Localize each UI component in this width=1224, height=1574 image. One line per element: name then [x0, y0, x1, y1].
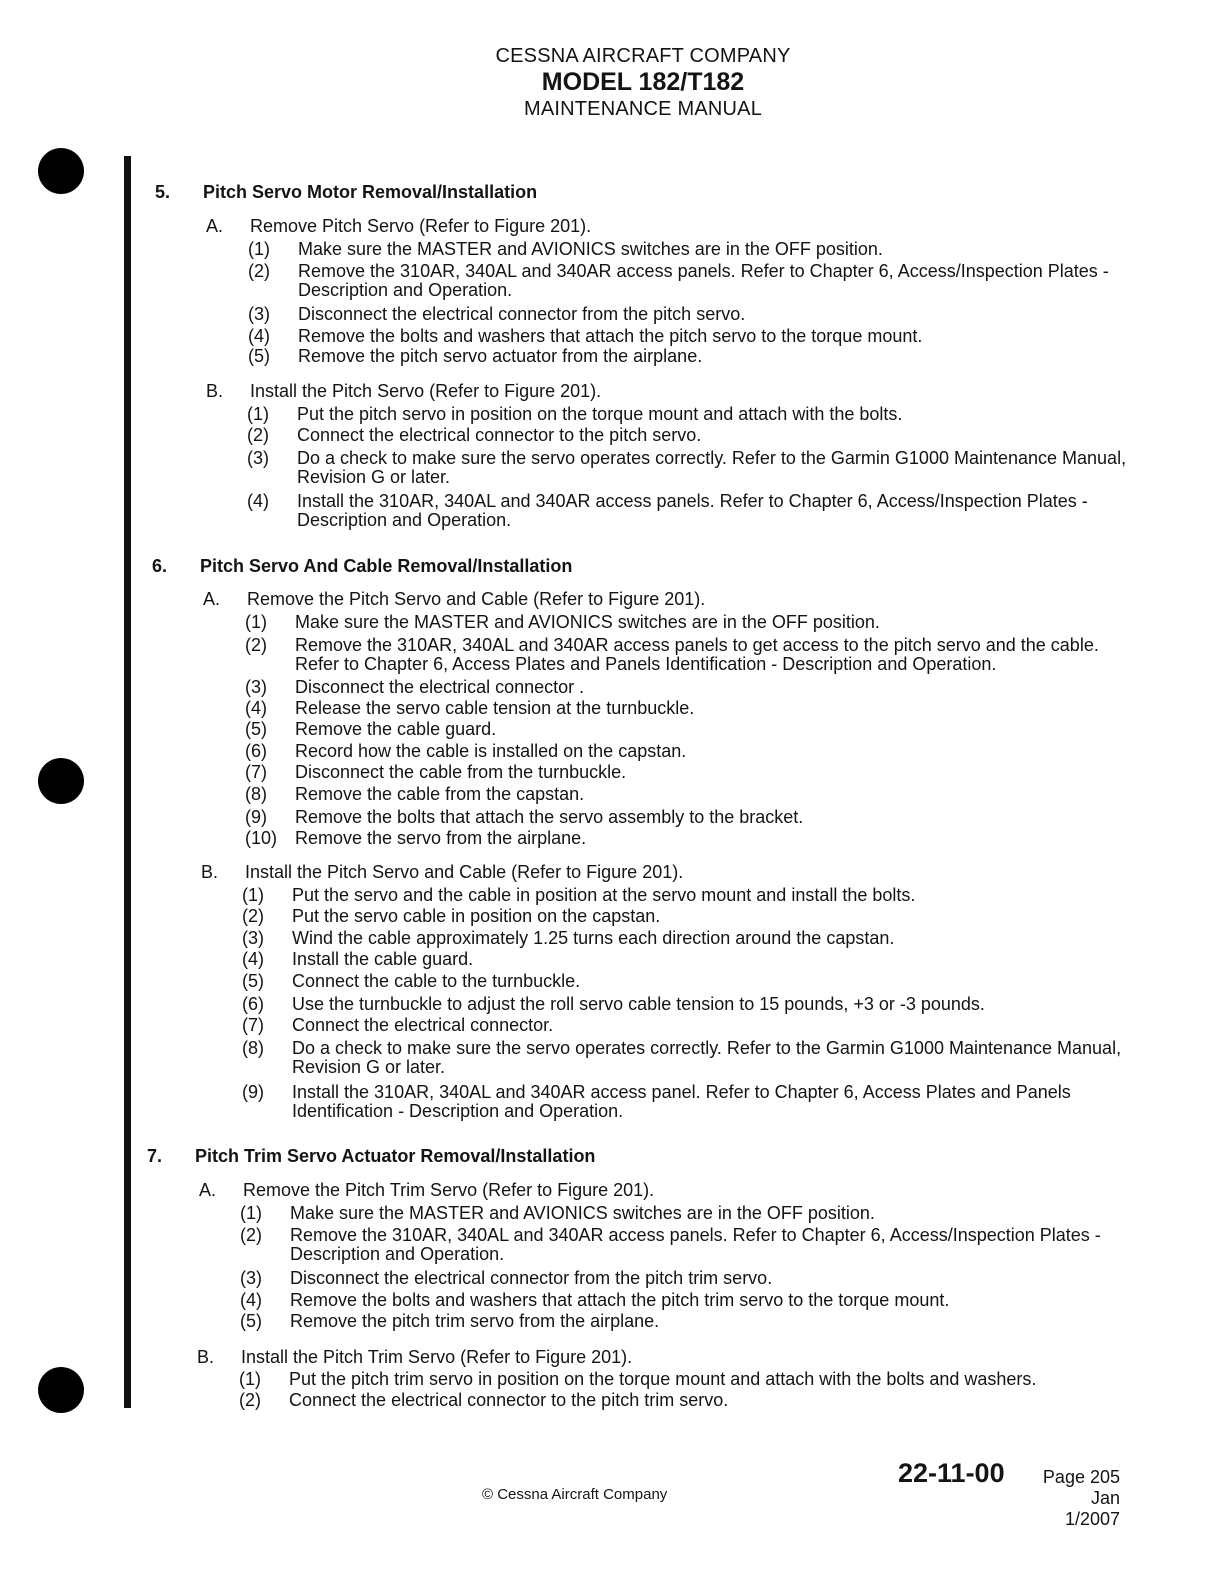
subsection-letter: A.: [199, 1180, 217, 1200]
step-item: [248, 326, 1138, 346]
step-item: [240, 1268, 1130, 1288]
step-text: Disconnect the electrical connector from the pitch servo.: [298, 304, 746, 324]
step-item: [239, 1390, 1134, 1410]
step-item: [245, 635, 1135, 674]
step-item: [242, 1038, 1132, 1077]
step-number: (4): [245, 698, 267, 718]
step-number: (2): [248, 261, 270, 281]
step-text: Release the servo cable tension at the turnbuckle.: [295, 698, 695, 718]
subsection-heading: [203, 589, 706, 609]
section-title: [152, 556, 573, 576]
step-item: [240, 1290, 1130, 1310]
step-number: (8): [245, 784, 267, 804]
step-number: (9): [245, 807, 267, 827]
step-item: [239, 1369, 1134, 1389]
step-number: (1): [245, 612, 267, 632]
step-number: (3): [242, 928, 264, 948]
step-text: Connect the electrical connector.: [292, 1015, 554, 1035]
step-text: Remove the pitch servo actuator from the airplane.: [298, 346, 703, 366]
step-text: Install the cable guard.: [292, 949, 474, 969]
step-number: (4): [248, 326, 270, 346]
step-item: [247, 404, 1137, 424]
model-title: MODEL 182/T182: [541, 68, 745, 96]
step-number: (3): [247, 448, 269, 468]
step-item: [245, 741, 1135, 761]
step-text: Do a check to make sure the servo operates correctly. Refer to the Garmin G1000 Maintenance Manual, Revision G or later.: [297, 448, 1127, 487]
step-number: (1): [240, 1203, 262, 1223]
subsection-heading: [206, 381, 602, 401]
step-item: [245, 828, 1135, 848]
subsection-letter: A.: [203, 589, 221, 609]
step-item: [245, 762, 1135, 782]
step-number: (1): [242, 885, 264, 905]
step-text: Put the pitch trim servo in position on the torque mount and attach with the bolts and washers.: [289, 1369, 1037, 1389]
section-number: 5.: [155, 182, 171, 202]
step-number: (6): [245, 741, 267, 761]
step-text: Remove the pitch trim servo from the airplane.: [290, 1311, 660, 1331]
step-text: Connect the cable to the turnbuckle.: [292, 971, 581, 991]
step-item: [248, 261, 1138, 300]
step-item: [245, 807, 1135, 827]
step-item: [242, 949, 1132, 969]
step-item: [245, 719, 1135, 739]
step-text: Remove the bolts and washers that attach the pitch trim servo to the torque mount.: [290, 1290, 950, 1310]
subsection-text: Remove the Pitch Servo and Cable (Refer to Figure 201).: [247, 589, 706, 609]
step-item: [242, 906, 1132, 926]
subsection-heading: [206, 216, 592, 236]
step-item: [247, 491, 1137, 530]
step-text: Make sure the MASTER and AVIONICS switches are in the OFF position.: [290, 1203, 875, 1223]
step-text: Remove the cable from the capstan.: [295, 784, 585, 804]
step-item: [245, 784, 1135, 804]
step-number: (2): [245, 635, 267, 655]
step-item: [248, 346, 1138, 366]
step-text: Disconnect the cable from the turnbuckle.: [295, 762, 627, 782]
step-number: (7): [245, 762, 267, 782]
section-number: 6.: [152, 556, 168, 576]
step-number: (2): [240, 1225, 262, 1245]
step-item: [240, 1311, 1130, 1331]
step-item: [245, 612, 1135, 632]
step-number: (2): [247, 425, 269, 445]
subsection-heading: [199, 1180, 655, 1200]
step-number: (4): [242, 949, 264, 969]
manual-title: MAINTENANCE MANUAL: [523, 98, 763, 120]
step-item: [245, 698, 1135, 718]
step-item: [245, 677, 1135, 697]
step-text: Make sure the MASTER and AVIONICS switches are in the OFF position.: [298, 239, 883, 259]
subsection-text: Remove Pitch Servo (Refer to Figure 201).: [250, 216, 592, 236]
revision-date: Jan 1/2007: [1064, 1488, 1120, 1529]
step-number: (1): [239, 1369, 261, 1389]
step-number: (3): [245, 677, 267, 697]
subsection-heading: [201, 862, 684, 882]
step-text: Do a check to make sure the servo operates correctly. Refer to the Garmin G1000 Maintenance Manual, Revision G or later.: [292, 1038, 1122, 1077]
step-item: [247, 425, 1137, 445]
step-number: (2): [242, 906, 264, 926]
step-text: Record how the cable is installed on the capstan.: [295, 741, 687, 761]
subsection-heading: [197, 1347, 633, 1367]
step-text: Connect the electrical connector to the pitch trim servo.: [289, 1390, 729, 1410]
step-item: [242, 994, 1132, 1014]
step-text: Disconnect the electrical connector from the pitch trim servo.: [290, 1268, 773, 1288]
step-number: (10): [245, 828, 278, 848]
step-text: Remove the cable guard.: [295, 719, 497, 739]
step-number: (3): [248, 304, 270, 324]
section-title: [147, 1146, 596, 1166]
step-item: [242, 971, 1132, 991]
section-title: [155, 182, 538, 202]
step-number: (8): [242, 1038, 264, 1058]
copyright: © Cessna Aircraft Company: [482, 1486, 668, 1503]
section-heading: Pitch Servo And Cable Removal/Installation: [200, 556, 573, 576]
step-item: [240, 1203, 1130, 1223]
subsection-letter: B.: [201, 862, 219, 882]
step-text: Remove the bolts and washers that attach the pitch servo to the torque mount.: [298, 326, 923, 346]
subsection-text: Remove the Pitch Trim Servo (Refer to Figure 201).: [243, 1180, 655, 1200]
step-text: Connect the electrical connector to the pitch servo.: [297, 425, 702, 445]
step-number: (1): [248, 239, 270, 259]
step-text: Remove the servo from the airplane.: [295, 828, 587, 848]
step-number: (6): [242, 994, 264, 1014]
section-number: 7.: [147, 1146, 163, 1166]
step-item: [242, 928, 1132, 948]
step-text: Put the pitch servo in position on the torque mount and attach with the bolts.: [297, 404, 903, 424]
step-number: (3): [240, 1268, 262, 1288]
step-number: (5): [242, 971, 264, 991]
step-number: (4): [247, 491, 269, 511]
step-item: [242, 885, 1132, 905]
step-item: [248, 239, 1138, 259]
step-text: Remove the bolts that attach the servo assembly to the bracket.: [295, 807, 804, 827]
step-number: (5): [240, 1311, 262, 1331]
step-number: (4): [240, 1290, 262, 1310]
section-heading: Pitch Trim Servo Actuator Removal/Installation: [195, 1146, 596, 1166]
step-text: Install the 310AR, 340AL and 340AR access panel. Refer to Chapter 6, Access Plates and Panels Identification - Description and Operation.: [292, 1082, 1071, 1121]
subsection-letter: B.: [197, 1347, 215, 1367]
step-text: Wind the cable approximately 1.25 turns each direction around the capstan.: [292, 928, 895, 948]
step-number: (1): [247, 404, 269, 424]
step-item: [248, 304, 1138, 324]
step-text: Use the turnbuckle to adjust the roll servo cable tension to 15 pounds, +3 or -3 pounds.: [292, 994, 985, 1014]
section-heading: Pitch Servo Motor Removal/Installation: [203, 182, 538, 202]
step-text: Put the servo and the cable in position at the servo mount and install the bolts.: [292, 885, 916, 905]
step-item: [247, 448, 1137, 487]
step-text: Remove the 310AR, 340AL and 340AR access panels. Refer to Chapter 6, Access/Inspection Plates - Description and Operation.: [290, 1225, 1101, 1264]
step-number: (9): [242, 1082, 264, 1102]
step-item: [242, 1082, 1132, 1121]
step-text: Remove the 310AR, 340AL and 340AR access panels. Refer to Chapter 6, Access/Inspection Plates - Description and Operation.: [298, 261, 1109, 300]
step-text: Remove the 310AR, 340AL and 340AR access panels to get access to the pitch servo and the cable. Refer to Chapter 6, Access Plates and Panels Identification - Description and Operation.: [295, 635, 1099, 674]
page-info: [1036, 1467, 1120, 1530]
subsection-text: Install the Pitch Servo (Refer to Figure 201).: [250, 381, 602, 401]
step-text: Install the 310AR, 340AL and 340AR access panels. Refer to Chapter 6, Access/Inspection Plates - Description and Operation.: [297, 491, 1088, 530]
step-number: (2): [239, 1390, 261, 1410]
subsection-text: Install the Pitch Servo and Cable (Refer to Figure 201).: [245, 862, 684, 882]
company-name: CESSNA AIRCRAFT COMPANY: [495, 45, 791, 67]
step-number: (5): [245, 719, 267, 739]
step-text: Disconnect the electrical connector .: [295, 677, 585, 697]
step-text: Put the servo cable in position on the capstan.: [292, 906, 661, 926]
step-item: [240, 1225, 1130, 1264]
chapter-code: 22-11-00: [898, 1458, 1005, 1488]
subsection-text: Install the Pitch Trim Servo (Refer to Figure 201).: [241, 1347, 633, 1367]
step-number: (7): [242, 1015, 264, 1035]
subsection-letter: A.: [206, 216, 224, 236]
page-number: Page 205: [1042, 1467, 1120, 1487]
step-text: Make sure the MASTER and AVIONICS switches are in the OFF position.: [295, 612, 880, 632]
step-number: (5): [248, 346, 270, 366]
subsection-letter: B.: [206, 381, 224, 401]
step-item: [242, 1015, 1132, 1035]
